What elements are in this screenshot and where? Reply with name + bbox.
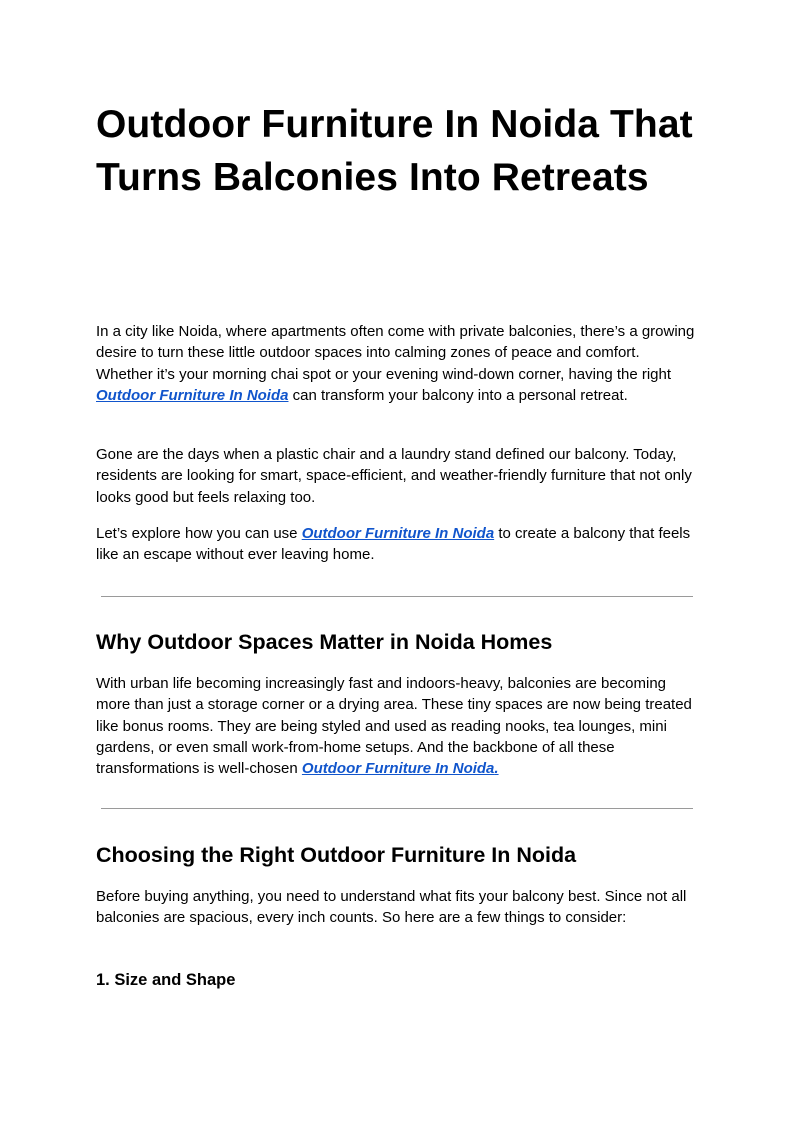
section2-paragraph: Before buying anything, you need to understand what fits your balcony best. Since not all balconies are spacious, every inch counts. So here are a few things to consider: <box>96 888 687 927</box>
subheading-size-and-shape: 1. Size and Shape <box>96 971 236 989</box>
intro-paragraph-3 <box>96 523 696 566</box>
link-3-text: Outdoor Furniture In Noida <box>301 760 495 778</box>
section1-paragraph <box>96 673 696 779</box>
outdoor-furniture-link-2[interactable]: Outdoor Furniture In Noida <box>301 525 495 542</box>
page-title: Outdoor Furniture In Noida That Turns Balconies Into Retreats <box>96 103 693 199</box>
section-heading-why-outdoor: Why Outdoor Spaces Matter in Noida Homes <box>96 630 553 654</box>
link-3-tail: . <box>494 760 499 778</box>
outdoor-furniture-link-3[interactable] <box>302 760 499 777</box>
intro-p1-text-a: In a city like Noida, where apartments often come with private balconies, there’s a growing desire to turn these little outdoor spaces into calming zones of peace and comfort. Whether it’s your morning chai spot or your evening wind-down corner, having the right <box>96 323 695 383</box>
intro-p1-text-b: can transform your balcony into a personal retreat. <box>288 386 628 404</box>
section-divider-2 <box>101 808 693 809</box>
outdoor-furniture-link-1[interactable]: Outdoor Furniture In Noida <box>96 386 289 404</box>
intro-paragraph-2: Gone are the days when a plastic chair and a laundry stand defined our balcony. Today, residents are looking for smart, space-efficient, and weather-friendly furniture that not only looks good but feels relaxing too. <box>96 446 692 506</box>
intro-p3-text-b: to create a balcony that feels like an escape without ever leaving home. <box>96 525 691 564</box>
section-heading-choosing: Choosing the Right Outdoor Furniture In Noida <box>96 843 577 867</box>
intro-paragraph-1 <box>96 321 696 406</box>
section1-text: With urban life becoming increasingly fast and indoors-heavy, balconies are becoming more than just a storage corner or a drying area. These tiny spaces are now being treated like bonus rooms. They are being styled and used as reading nooks, tea lounges, mini gardens, or even small work-from-home setups. And the backbone of all these transformations is well-chosen <box>96 675 692 778</box>
section-divider-1 <box>101 596 693 597</box>
intro-p3-text-a: Let’s explore how you can use <box>96 525 302 542</box>
